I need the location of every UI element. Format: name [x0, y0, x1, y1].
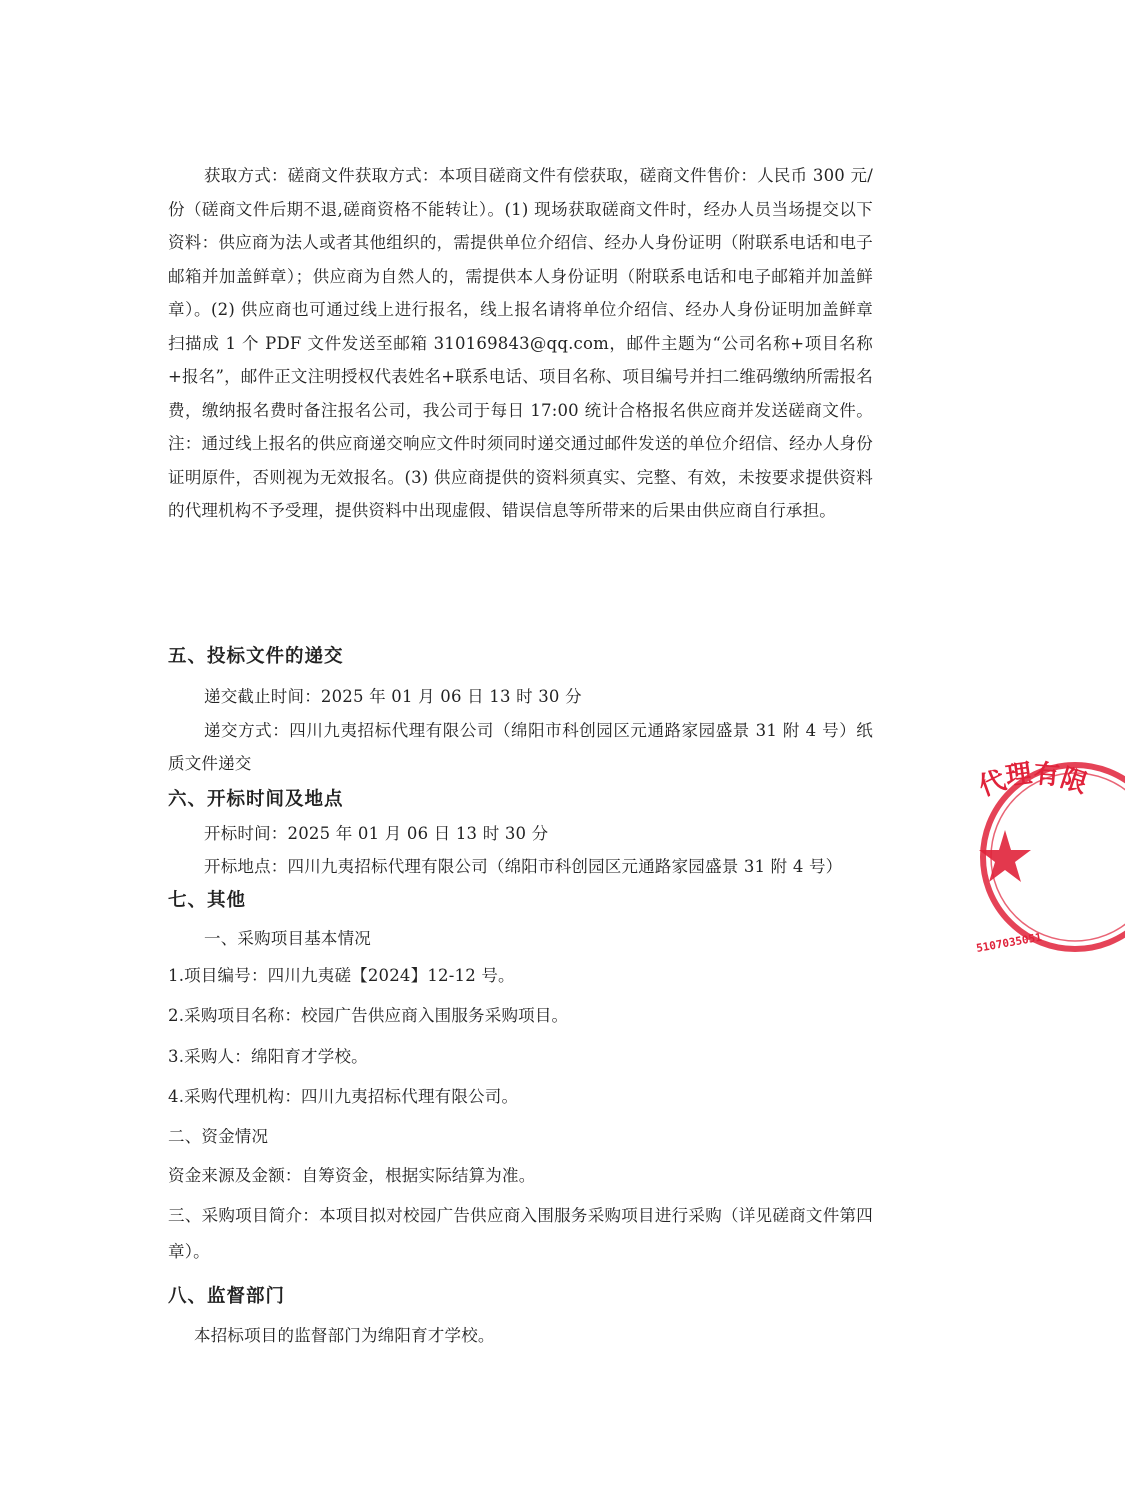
svg-text:5107035051: 5107035051	[975, 930, 1043, 955]
item-agency: 4.采购代理机构：四川九夷招标代理有限公司。	[168, 1087, 519, 1106]
svg-text:理: 理	[1003, 758, 1034, 792]
section5-heading: 五、投标文件的递交	[168, 646, 344, 667]
svg-text:有: 有	[1032, 759, 1061, 792]
open-time: 开标时间：2025 年 01 月 06 日 13 时 30 分	[204, 824, 549, 843]
official-seal-stamp	[975, 752, 1125, 962]
svg-text:代: 代	[975, 765, 1010, 803]
item-project-name: 2.采购项目名称：校园广告供应商入围服务采购项目。	[168, 1006, 569, 1025]
submit-deadline: 递交截止时间：2025 年 01 月 06 日 13 时 30 分	[204, 687, 582, 706]
basic-info-subheading: 一、采购项目基本情况	[204, 929, 371, 948]
funds-subheading: 二、资金情况	[168, 1127, 269, 1146]
section8-heading: 八、监督部门	[168, 1286, 286, 1307]
project-intro: 三、采购项目简介：本项目拟对校园广告供应商入围服务采购项目进行采购（详见磋商文件第四章）。	[168, 1206, 873, 1261]
supervision-text: 本招标项目的监督部门为绵阳育才学校。	[194, 1326, 495, 1345]
section6-heading: 六、开标时间及地点	[168, 789, 344, 810]
submit-method: 递交方式：四川九夷招标代理有限公司（绵阳市科创园区元通路家园盛景 31 附 4 号）纸质文件递交	[168, 721, 873, 773]
svg-text:限: 限	[1056, 763, 1091, 800]
item-project-number: 1.项目编号：四川九夷磋【2024】12-12 号。	[168, 966, 515, 985]
open-place: 开标地点：四川九夷招标代理有限公司（绵阳市科创园区元通路家园盛景 31 附 4 号）	[204, 857, 843, 876]
funds-source: 资金来源及金额：自筹资金，根据实际结算为准。	[168, 1166, 536, 1185]
item-purchaser: 3.采购人：绵阳育才学校。	[168, 1047, 368, 1066]
acquire-method-paragraph: 获取方式：磋商文件获取方式：本项目磋商文件有偿获取，磋商文件售价：人民币 300 元/份（磋商文件后期不退,磋商资格不能转让）。(1) 现场获取磋商文件时，经办人员当场提交以下资料：供应商为法人或者其他组织的，需提供单位介绍信、经办人身份证明（附联系电话和电子邮箱并加盖鲜章）；供应商为自然人的，需提供本人身份证明（附联系电话和电子邮箱并加盖鲜章）。(2) 供应商也可通过线上进行报名，线上报名请将单位介绍信、经办人身份证明加盖鲜章扫描成 1 个 PDF 文件发送至邮箱 310169843@qq.com，邮件主题为“公司名称+项目名称+报名”，邮件正文注明授权代表姓名+联系电话、项目名称、项目编号并扫二维码缴纳所需报名费，缴纳报名费时备注报名公司，我公司于每日 17:00 统计合格报名供应商并发送磋商文件。注：通过线上报名的供应商递交响应文件时须同时递交通过邮件发送的单位介绍信、经办人身份证明原件，否则视为无效报名。(3) 供应商提供的资料须真实、完整、有效，未按要求提供资料的代理机构不予受理，提供资料中出现虚假、错误信息等所带来的后果由供应商自行承担。	[168, 166, 873, 520]
section7-heading: 七、其他	[168, 890, 247, 911]
